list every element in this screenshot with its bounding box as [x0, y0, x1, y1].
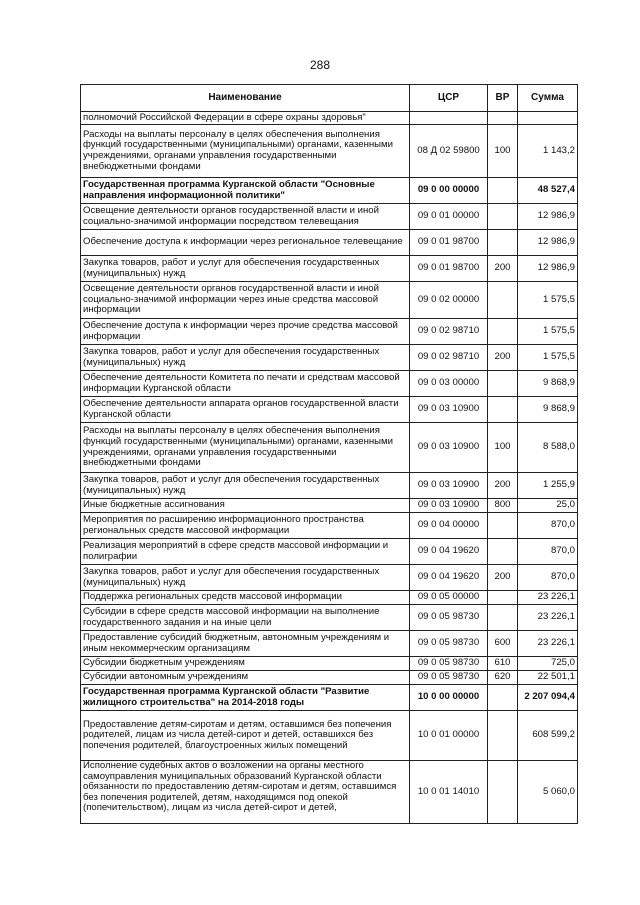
table-row [81, 657, 578, 671]
row-vr [488, 591, 518, 605]
row-csr: 10 0 01 00000 [410, 711, 488, 761]
row-vr: 620 [488, 671, 518, 685]
row-sum: 1 575,5 [518, 282, 578, 319]
table-row [81, 371, 578, 397]
row-vr [488, 397, 518, 423]
row-csr: 09 0 05 98730 [410, 631, 488, 657]
row-vr: 600 [488, 631, 518, 657]
row-vr: 200 [488, 345, 518, 371]
table-row-program [81, 178, 578, 204]
row-vr [488, 204, 518, 230]
row-sum: 9 868,9 [518, 397, 578, 423]
row-name: Субсидии бюджетным учреждениям [81, 657, 410, 671]
table-row [81, 230, 578, 256]
row-name: Закупка товаров, работ и услуг для обеспечения государственных (муниципальных) нужд [81, 256, 410, 282]
table-row [81, 282, 578, 319]
row-sum: 870,0 [518, 539, 578, 565]
row-vr: 800 [488, 499, 518, 513]
page-number: 288 [309, 58, 331, 72]
row-name: Закупка товаров, работ и услуг для обеспечения государственных (муниципальных) нужд [81, 565, 410, 591]
row-vr: 610 [488, 657, 518, 671]
row-vr [488, 539, 518, 565]
row-csr: 09 0 02 98710 [410, 345, 488, 371]
table-row [81, 204, 578, 230]
row-vr [488, 282, 518, 319]
row-vr: 200 [488, 256, 518, 282]
row-sum: 12 986,9 [518, 230, 578, 256]
row-name: Расходы на выплаты персоналу в целях обеспечения выполнения функций государственными (муниципальными) органами, казенными учреждениями, органами управления государственными внебюджетными фондами [81, 125, 410, 178]
row-csr: 09 0 05 98730 [410, 671, 488, 685]
table-row [81, 605, 578, 631]
row-name: Субсидии в сфере средств массовой информации на выполнение государственного задания и на иные цели [81, 605, 410, 631]
row-name: Закупка товаров, работ и услуг для обеспечения государственных (муниципальных) нужд [81, 345, 410, 371]
row-vr [488, 513, 518, 539]
row-csr: 10 0 00 00000 [410, 685, 488, 711]
row-vr: 200 [488, 565, 518, 591]
row-vr [488, 711, 518, 761]
row-csr: 09 0 02 00000 [410, 282, 488, 319]
row-sum: 725,0 [518, 657, 578, 671]
row-vr: 100 [488, 125, 518, 178]
row-vr [488, 178, 518, 204]
row-sum: 1 575,5 [518, 345, 578, 371]
row-name: Государственная программа Курганской области "Основные направления информационной политики" [81, 178, 410, 204]
row-name: Исполнение судебных актов о возложении на органы местного самоуправления муниципальных образований Курганской области обязанности по предоставлению детям-сиротам и детям, оставшимся без попечения родителей, детям, находящимся под опекой (попечительством), лицам из числа детей-сирот и детей, [81, 761, 410, 824]
table-row [81, 591, 578, 605]
table-body [81, 112, 578, 824]
table-row [81, 513, 578, 539]
table-row [81, 345, 578, 371]
table-row [81, 711, 578, 761]
column-header-csr: ЦСР [410, 85, 488, 112]
column-header-name: Наименование [81, 85, 410, 112]
row-csr: 09 0 05 98730 [410, 605, 488, 631]
row-vr [488, 112, 518, 125]
row-name: Субсидии автономным учреждениям [81, 671, 410, 685]
row-csr: 09 0 04 00000 [410, 513, 488, 539]
row-csr: 09 0 05 98730 [410, 657, 488, 671]
row-sum: 48 527,4 [518, 178, 578, 204]
row-sum: 12 986,9 [518, 204, 578, 230]
row-csr: 09 0 03 00000 [410, 371, 488, 397]
row-name: Расходы на выплаты персоналу в целях обеспечения выполнения функций государственными (муниципальными) органами, казенными учреждениями, органами управления государственными внебюджетными фондами [81, 423, 410, 473]
row-name: Мероприятия по расширению информационного пространства региональных средств массовой информации [81, 513, 410, 539]
row-name: Реализация мероприятий в сфере средств массовой информации и полиграфии [81, 539, 410, 565]
row-csr: 09 0 05 00000 [410, 591, 488, 605]
row-vr [488, 230, 518, 256]
row-name: Государственная программа Курганской области "Развитие жилищного строительства" на 2014-2018 годы [81, 685, 410, 711]
row-name: Освещение деятельности органов государственной власти и иной социально-значимой информации посредством телевещания [81, 204, 410, 230]
row-name: Обеспечение деятельности аппарата органов государственной власти Курганской области [81, 397, 410, 423]
row-csr: 09 0 01 00000 [410, 204, 488, 230]
row-vr [488, 761, 518, 824]
row-vr [488, 319, 518, 345]
column-header-vr: ВР [488, 85, 518, 112]
row-sum [518, 112, 578, 125]
row-name: Обеспечение доступа к информации через региональное телевещание [81, 230, 410, 256]
row-sum: 1 575,5 [518, 319, 578, 345]
row-sum: 5 060,0 [518, 761, 578, 824]
table-row [81, 671, 578, 685]
row-vr: 100 [488, 423, 518, 473]
row-csr: 09 0 03 10900 [410, 397, 488, 423]
table-row [81, 761, 578, 824]
row-csr: 09 0 03 10900 [410, 423, 488, 473]
row-vr [488, 371, 518, 397]
table-row [81, 565, 578, 591]
row-sum: 9 868,9 [518, 371, 578, 397]
row-csr: 09 0 00 00000 [410, 178, 488, 204]
row-sum: 12 986,9 [518, 256, 578, 282]
table-row [81, 125, 578, 178]
table-row [81, 319, 578, 345]
row-name: Обеспечение доступа к информации через прочие средства массовой информации [81, 319, 410, 345]
row-name: Обеспечение деятельности Комитета по печати и средствам массовой информации Курганской области [81, 371, 410, 397]
table-row [81, 256, 578, 282]
row-name: Поддержка региональных средств массовой информации [81, 591, 410, 605]
row-sum: 25,0 [518, 499, 578, 513]
row-csr: 10 0 01 14010 [410, 761, 488, 824]
row-sum: 23 226,1 [518, 605, 578, 631]
row-sum: 23 226,1 [518, 591, 578, 605]
row-name: Закупка товаров, работ и услуг для обеспечения государственных (муниципальных) нужд [81, 473, 410, 499]
table-row-program [81, 685, 578, 711]
budget-table [80, 84, 578, 824]
row-csr: 09 0 04 19620 [410, 565, 488, 591]
row-sum: 22 501,1 [518, 671, 578, 685]
table-row [81, 473, 578, 499]
row-name: Предоставление субсидий бюджетным, автономным учреждениям и иным некоммерческим организациям [81, 631, 410, 657]
row-sum: 23 226,1 [518, 631, 578, 657]
row-sum: 870,0 [518, 513, 578, 539]
column-header-sum: Сумма [518, 85, 578, 112]
row-csr: 09 0 02 98710 [410, 319, 488, 345]
row-csr [410, 112, 488, 125]
row-sum: 2 207 094,4 [518, 685, 578, 711]
row-sum: 1 143,2 [518, 125, 578, 178]
row-name: Иные бюджетные ассигнования [81, 499, 410, 513]
table-row [81, 423, 578, 473]
row-sum: 608 599,2 [518, 711, 578, 761]
row-csr: 09 0 04 19620 [410, 539, 488, 565]
row-vr [488, 605, 518, 631]
row-vr [488, 685, 518, 711]
table-row [81, 499, 578, 513]
row-csr: 08 Д 02 59800 [410, 125, 488, 178]
row-csr: 09 0 01 98700 [410, 256, 488, 282]
row-name: полномочий Российской Федерации в сфере охраны здоровья" [81, 112, 410, 125]
row-csr: 09 0 01 98700 [410, 230, 488, 256]
table-header-row [81, 85, 578, 112]
row-csr: 09 0 03 10900 [410, 473, 488, 499]
table-row [81, 539, 578, 565]
row-sum: 1 255,9 [518, 473, 578, 499]
row-csr: 09 0 03 10900 [410, 499, 488, 513]
row-vr: 200 [488, 473, 518, 499]
row-sum: 870,0 [518, 565, 578, 591]
row-name: Предоставление детям-сиротам и детям, оставшимся без попечения родителей, лицам из числа детей-сирот и детей, оставшихся без попечения родителей, благоустроенных жилых помещений [81, 711, 410, 761]
table-row [81, 112, 578, 125]
table-row [81, 397, 578, 423]
table-row [81, 631, 578, 657]
row-sum: 8 588,0 [518, 423, 578, 473]
row-name: Освещение деятельности органов государственной власти и иной социально-значимой информации через иные средства массовой информации [81, 282, 410, 319]
